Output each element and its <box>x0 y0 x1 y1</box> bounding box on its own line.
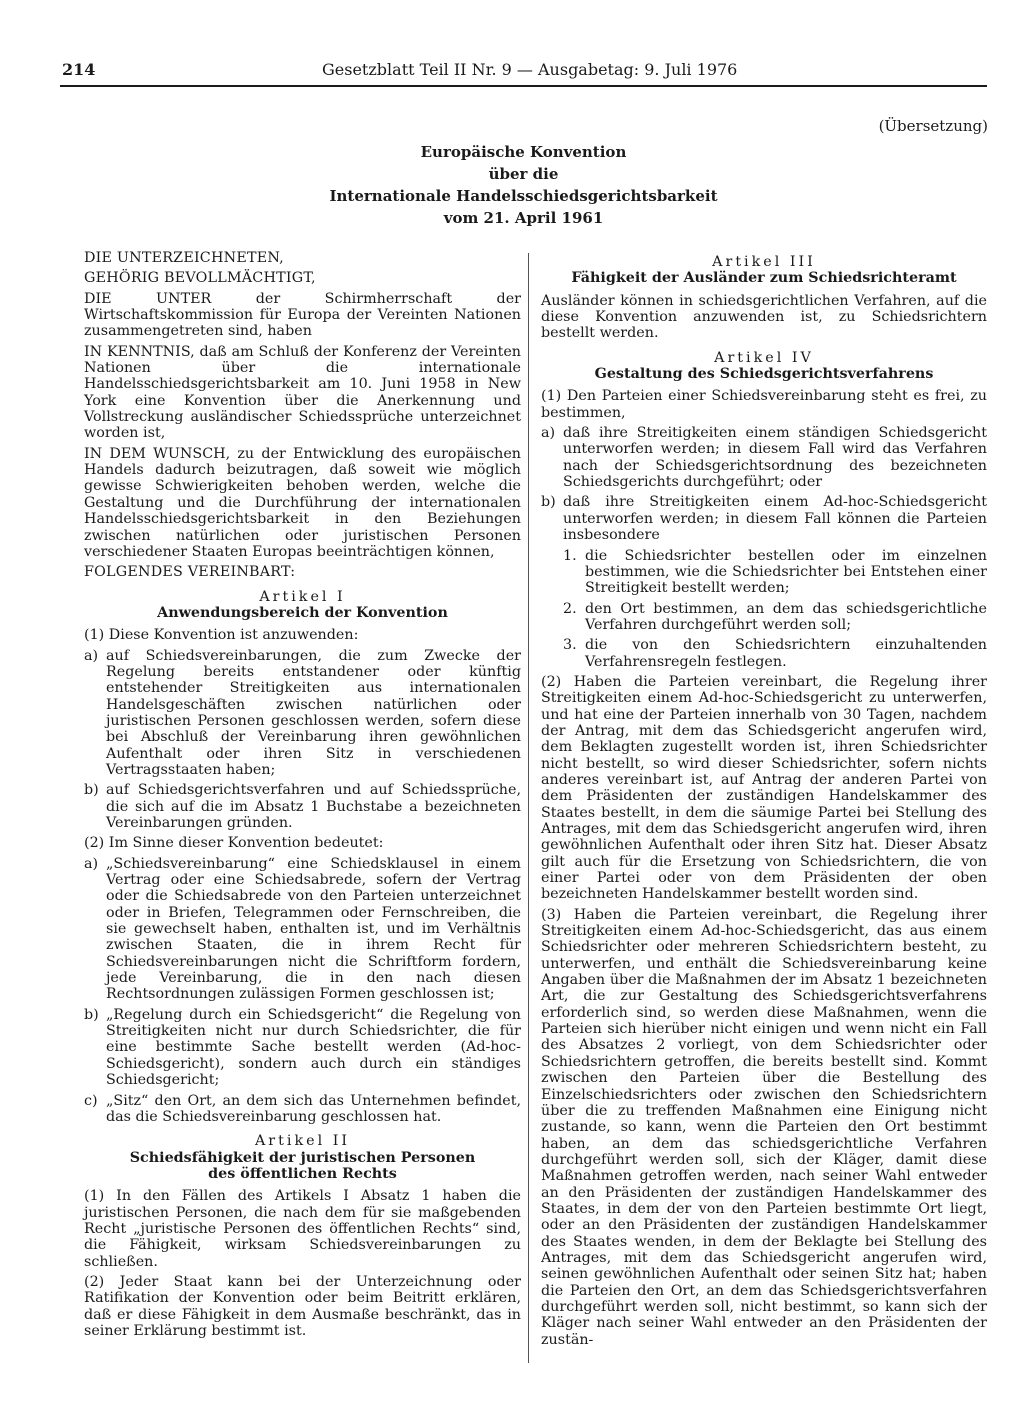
column-divider <box>528 253 529 1363</box>
article-2-heading: des öffentlichen Rechts <box>208 1165 397 1182</box>
preamble-paragraph: IN DEM WUNSCH, zu der Entwicklung des europäischen Handels dadurch beizutragen, daß soweit wie möglich gewisse Schwierigkeiten behoben werden, welche die Gestaltung und die Durchführung der internationalen Handelsschiedsgerichtsbarkeit in den Beziehungen zwischen natürlichen oder juristischen Personen verschiedener Staaten Europas beeinträchtigen können, <box>84 445 521 560</box>
item-label: b) <box>84 1006 99 1023</box>
agreed-line: FOLGENDES VEREINBART: <box>84 564 296 581</box>
article-4-title: Artikel IV <box>714 349 814 366</box>
sub-item-text: den Ort bestimmen, an dem das schiedsgerichtliche Verfahren durchgeführt werden soll; <box>585 600 987 633</box>
item-text: auf Schiedsgerichtsverfahren und auf Schiedssprüche, die sich auf die im Absatz 1 Buchstabe a bezeichneten Vereinbarungen gründen. <box>106 782 521 831</box>
sub-item-label: 2. <box>563 600 577 617</box>
article-1-heading: Anwendungsbereich der Konvention <box>157 604 448 621</box>
page-number: 214 <box>62 60 96 79</box>
item-label: a) <box>541 425 556 442</box>
sub-item-text: die von den Schiedsrichtern einzuhaltenden Verfahrensregeln festlegen. <box>585 637 987 670</box>
list-item <box>84 782 521 831</box>
list-item <box>541 494 987 543</box>
list-item <box>541 425 987 490</box>
preamble-line: GEHÖRIG BEVOLLMÄCHTIGT, <box>84 270 316 287</box>
item-text: „Sitz“ den Ort, an dem sich das Unternehmen befindet, das die Schiedsvereinbarung geschlossen hat. <box>106 1092 521 1125</box>
article-2-title: Artikel II <box>254 1133 350 1150</box>
article-3-heading: Fähigkeit der Ausländer zum Schiedsrichteramt <box>571 270 957 287</box>
sub-item-label: 3. <box>563 637 577 654</box>
gazette-header: Gesetzblatt Teil II Nr. 9 — Ausgabetag: 9. Juli 1976 <box>322 60 738 79</box>
article-1-title: Artikel I <box>259 588 346 605</box>
item-label: a) <box>84 647 99 664</box>
item-text: „Schiedsvereinbarung“ eine Schiedsklausel in einem Vertrag oder eine Schiedsabrede, sofern der Vertrag oder die Schiedsabrede von den Parteien unterzeichnet oder in Briefen, Telegrammen oder Fernschreiben, die sie gewechselt haben, enthalten ist, und im Verhältnis zwischen Staaten, die in ihrem Recht für Schiedsvereinbarungen nicht die Schriftform fordern, jede Vereinbarung, die in den nach diesen Rechtsordnungen zulässigen Formen geschlossen ist; <box>106 855 521 1003</box>
paragraph: Ausländer können in schiedsgerichtlichen Verfahren, auf die diese Konvention anzuwenden ist, zu Schiedsrichtern bestellt werden. <box>541 292 987 342</box>
item-text: auf Schiedsvereinbarungen, die zum Zwecke der Regelung bereits entstandener oder künftig entstehender Streitigkeiten aus internationalen Handelsgeschäften zwischen natürlichen oder juristischen Personen geschlossen werden, sofern diese bei Abschluß der Vereinbarung ihren gewöhnlichen Aufenthalt oder ihren Sitz in verschiedenen Vertragsstaaten haben; <box>106 647 521 778</box>
translation-note: (Übersetzung) <box>878 117 988 135</box>
item-label: b) <box>84 782 99 799</box>
list-item <box>84 1093 521 1126</box>
title-line-4: vom 21. April 1961 <box>443 209 604 227</box>
sub-item <box>563 637 987 670</box>
item-text: daß ihre Streitigkeiten einem ständigen Schiedsgericht unterworfen werden; in diesem Fall wird das Verfahren nach der Schiedsgerichtsordnung des bezeichneten Schiedsgerichts durchgeführt; oder <box>563 425 987 491</box>
preamble-line: DIE UNTERZEICHNETEN, <box>84 250 284 266</box>
item-label: b) <box>541 494 556 511</box>
item-text: daß ihre Streitigkeiten einem Ad-hoc-Schiedsgericht unterworfen werden; in diesem Fall können die Parteien insbesondere <box>563 494 987 544</box>
article-4-heading: Gestaltung des Schiedsgerichtsverfahrens <box>594 366 934 383</box>
sub-item <box>563 601 987 634</box>
left-column <box>84 250 521 1343</box>
preamble-paragraph: DIE UNTER der Schirmherrschaft der Wirtschaftskommission für Europa der Vereinten Nationen zusammengetreten sind, haben <box>84 290 521 340</box>
list-item <box>84 856 521 1003</box>
sub-item-text: die Schiedsrichter bestellen oder im einzelnen bestimmen, wie die Schiedsrichter bei Entstehen einer Streitigkeit bestellt werden; <box>585 547 987 597</box>
header-rule <box>60 85 987 87</box>
list-item <box>84 648 521 779</box>
sub-item <box>563 548 987 597</box>
title-line-2: über die <box>488 165 559 183</box>
document-title <box>60 141 987 229</box>
paragraph: (1) In den Fällen des Artikels I Absatz 1 haben die juristischen Personen, die nach dem für sie maßgebenden Recht „juristische Personen des öffentlichen Rechts“ sind, die Fähigkeit, wirksam Schiedsvereinbarungen zu schließen. <box>84 1188 521 1270</box>
article-2-heading: Schiedsfähigkeit der juristischen Personen <box>129 1149 476 1166</box>
right-column <box>541 250 987 1352</box>
item-label: a) <box>84 855 99 872</box>
paragraph: (1) Diese Konvention ist anzuwenden: <box>84 627 359 644</box>
item-text: „Regelung durch ein Schiedsgericht“ die Regelung von Streitigkeiten nicht nur durch Schiedsrichter, die für eine bestimmte Sache bestellt werden (Ad-hoc-Schiedsgericht), sondern auch durch ein ständiges Schiedsgericht; <box>106 1006 521 1089</box>
paragraph: (3) Haben die Parteien vereinbart, die Regelung ihrer Streitigkeiten einem Ad-hoc-Schiedsgericht, das aus einem Schiedsrichter oder mehreren Schiedsrichtern besteht, zu unterwerfen, und enthält die Schiedsvereinbarung keine Angaben über die Maßnahmen der im Absatz 1 bezeichneten Art, die zur Gestaltung des Schiedsgerichtsverfahrens erforderlich sind, so werden diese Maßnahmen, wenn die Parteien sich hierüber nicht einigen und wenn nicht ein Fall des Absatzes 2 vorliegt, von dem Schiedsrichter oder Schiedsrichtern getroffen, die bereits bestellt sind. Kommt zwischen den Parteien über die Bestellung des Einzelschiedsrichters oder zwischen den Schiedsrichtern über die zu treffenden Maßnahmen eine Einigung nicht zustande, so kann, wenn die Parteien den Ort bestimmt haben, an dem das schiedsgerichtliche Verfahren durchgeführt werden soll, sich der Kläger, damit diese Maßnahmen getroffen werden, nach seiner Wahl entweder an den Präsidenten der zuständigen Handelskammer des Staates, in dem der von den Parteien bestimmte Ort liegt, oder an den Präsidenten der zuständigen Handelskammer des Staates wenden, in dem der Beklagte bei Stellung des Antrages, mit dem das Schiedsgericht angerufen wird, seinen gewöhnlichen Aufenthalt oder seinen Sitz hat; haben die Parteien den Ort, an dem das Schiedsgerichtsverfahren durchgeführt werden soll, nicht bestimmt, so kann sich der Kläger nach seiner Wahl entweder an den Präsidenten der zustän- <box>541 906 987 1348</box>
title-line-1: Europäische Konvention <box>420 143 627 161</box>
item-label: c) <box>84 1092 98 1109</box>
preamble-paragraph: IN KENNTNIS, daß am Schluß der Konferenz der Vereinten Nationen über die internationale Handelsschiedsgerichtsbarkeit am 10. Juni 1958 in New York eine Konvention über die Anerkennung und Vollstreckung ausländischer Schiedssprüche unterzeichnet worden ist, <box>84 343 521 442</box>
paragraph: (2) Im Sinne dieser Konvention bedeutet: <box>84 835 384 852</box>
article-3-title: Artikel III <box>712 254 816 270</box>
paragraph: (2) Haben die Parteien vereinbart, die Regelung ihrer Streitigkeiten einem Ad-hoc-Schiedsgericht zu unterwerfen, und hat eine der Parteien innerhalb von 30 Tagen, nachdem der Antrag, mit dem das Schiedsgericht angerufen wird, dem Beklagten zugestellt worden ist, ihren Schiedsrichter nicht bestellt, so wird dieser Schiedsrichter, sofern nichts anderes vereinbart ist, auf Antrag der anderen Partei von dem Präsidenten der zuständigen Handelskammer des Staates bestellt, in dem die säumige Partei bei Stellung des Antrages, mit dem das Schiedsgericht angerufen wird, ihren gewöhnlichen Aufenthalt oder ihren Sitz hat. Dieser Absatz gilt auch für die Ersetzung von Schiedsrichtern, die von einer Partei oder von dem Präsidenten der oben bezeichneten Handelskammer bestellt worden sind. <box>541 673 987 903</box>
sub-item-label: 1. <box>563 547 577 564</box>
paragraph: (2) Jeder Staat kann bei der Unterzeichnung oder Ratifikation der Konvention oder beim Beitritt erklären, daß er diese Fähigkeit in dem Ausmaße beschränkt, das in seiner Erklärung bestimmt ist. <box>84 1273 521 1339</box>
list-item <box>84 1007 521 1089</box>
title-line-3: Internationale Handelsschiedsgerichtsbarkeit <box>329 187 718 205</box>
paragraph: (1) Den Parteien einer Schiedsvereinbarung steht es frei, zu bestimmen, <box>541 388 987 421</box>
